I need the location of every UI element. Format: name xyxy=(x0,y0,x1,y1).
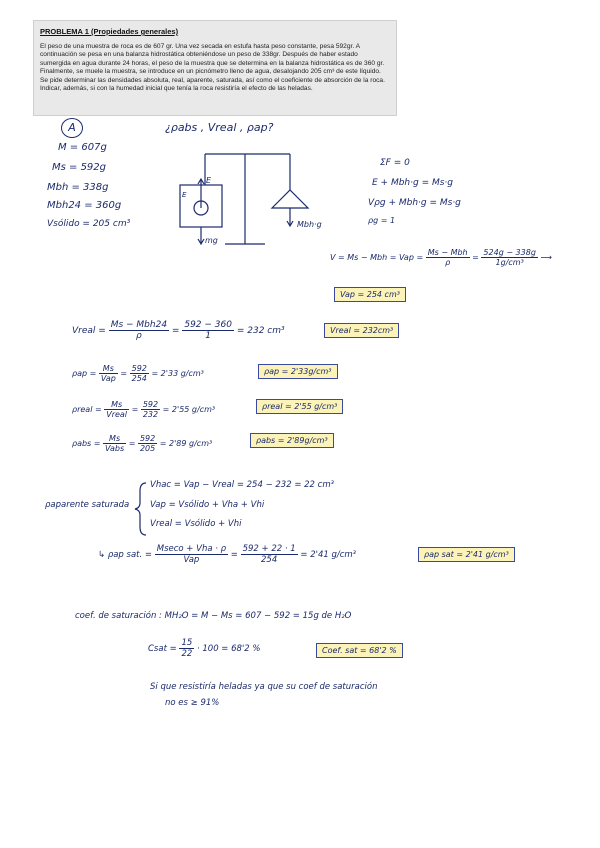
psat-box: ρap sat = 2'41 g/cm³ xyxy=(418,547,515,562)
vreal-frac-1 xyxy=(109,320,169,341)
vreal-box: Vreal = 232cm³ xyxy=(324,323,399,338)
pabs-frac-2 xyxy=(138,434,157,453)
vap-fraction-2 xyxy=(481,248,537,267)
diagram-mg: mg xyxy=(205,236,218,245)
vreal-frac-2 xyxy=(182,320,234,341)
problem-title: PROBLEMA 1 (Propiedades generales) xyxy=(40,27,179,36)
given-vsolido: Vsólido = 205 cm³ xyxy=(47,219,131,229)
vap-eq: = xyxy=(472,253,479,262)
preal-lhs: ρreal = xyxy=(72,405,102,414)
preal-frac-2 xyxy=(141,400,160,419)
pap-d1: Vap xyxy=(100,374,116,383)
diagram-mbhg: Mbh·g xyxy=(297,220,322,229)
vap-equation xyxy=(330,248,552,267)
pap-eq1: = xyxy=(120,369,128,378)
vap-den: ρ xyxy=(445,258,451,267)
diagram-e-label: E xyxy=(206,176,212,185)
psat-frac-2 xyxy=(241,544,298,565)
preal-d2: 232 xyxy=(142,410,159,419)
pabs-eq1: = xyxy=(128,439,136,448)
pabs-n1: Ms xyxy=(103,434,126,444)
pabs-d1: Vabs xyxy=(105,444,125,453)
vreal-n1: Ms − Mbh24 xyxy=(110,320,168,330)
psat-eq1: = xyxy=(230,550,238,560)
preal-frac-1 xyxy=(104,400,129,419)
circle-label: A xyxy=(61,118,83,138)
csat-equation xyxy=(148,638,260,659)
pap-frac-1 xyxy=(99,364,118,383)
vap-num-2: 524g − 338g xyxy=(483,248,536,257)
question: ¿ρabs , Vreal , ρap? xyxy=(165,121,274,134)
preal-rhs: = 2'55 g/cm³ xyxy=(162,405,216,414)
pabs-box: ρabs = 2'89g/cm³ xyxy=(250,433,334,448)
pap-lhs: ρap = xyxy=(72,369,97,378)
conclusion-2: no es ≥ 91% xyxy=(165,698,220,708)
vap-fraction xyxy=(426,248,470,267)
preal-box: ρreal = 2'55 g/cm³ xyxy=(256,399,343,414)
given-mbh24: Mbh24 = 360g xyxy=(47,200,122,211)
vreal-rhs: = 232 cm³ xyxy=(236,326,285,336)
pap-d2: 254 xyxy=(131,374,147,383)
preal-n1: Ms xyxy=(104,400,129,410)
vap-num: Ms − Mbh xyxy=(427,248,468,257)
vap-den-2: 1g/cm³ xyxy=(495,258,524,267)
diagram-e-small: E xyxy=(182,191,187,199)
preal-n2: 592 xyxy=(142,400,159,409)
psat-d1: Vap xyxy=(183,555,200,565)
preal-equation xyxy=(72,400,215,419)
preal-eq1: = xyxy=(131,405,139,414)
vreal-d1: ρ xyxy=(136,331,142,341)
force-eq-3: Vρg + Mbh·g = Ms·g xyxy=(368,198,461,208)
coef-line: coef. de saturación : MH₂O = M − Ms = 607 − 592 = 15g de H₂O xyxy=(75,611,352,621)
pap-n2: 592 xyxy=(131,364,147,373)
pap-frac-2 xyxy=(130,364,149,383)
psat-frac-1 xyxy=(155,544,228,565)
csat-rhs: · 100 = 68'2 % xyxy=(196,644,261,654)
psat-equation xyxy=(98,544,356,565)
vap-box: Vap = 254 cm³ xyxy=(334,287,406,302)
vreal-n2: 592 − 360 xyxy=(184,320,232,330)
force-eq-1: ΣF = 0 xyxy=(380,158,410,168)
psat-rhs: = 2'41 g/cm³ xyxy=(300,550,357,560)
conclusion-1: Si que resistiría heladas ya que su coef de saturación xyxy=(150,682,378,692)
vreal-eq1: = xyxy=(171,326,180,336)
sat-line-3: Vreal = Vsólido + Vhi xyxy=(150,519,242,529)
sat-line-1: Vhac = Vap − Vreal = 254 − 232 = 22 cm³ xyxy=(150,480,335,490)
problem-text: El peso de una muestra de roca es de 607 gr. Una vez secada en estufa hasta peso constante, pesa 592gr. A continuación se pesa en una balanza hidrostática obteniéndose un peso de 338gr. Después de haber estado sumergida en agua durante 24 horas, el peso de la muestra que se determina en la balanza hidrostática es de 360 gr. Finalmente, se muele la muestra, se introduce en un picnómetro lleno de agua, desalojando 205 cm³ de este líquido. Se pide determinar las densidades absoluta, real, aparente, saturada, así como el coeficiente de absorción de la roca. Indicar, además, si con la humedad inicial que tenía la roca resistiría el efecto de las heladas. xyxy=(40,43,385,93)
vap-arrow: ⟶ xyxy=(540,253,552,262)
pap-equation xyxy=(72,364,204,383)
pap-box: ρap = 2'33g/cm³ xyxy=(258,364,338,379)
given-m: M = 607g xyxy=(58,142,107,153)
given-mbh: Mbh = 338g xyxy=(47,182,109,193)
pabs-lhs: ρabs = xyxy=(72,439,101,448)
pabs-frac-1 xyxy=(103,434,126,453)
psat-d2: 254 xyxy=(261,555,278,565)
csat-n: 15 xyxy=(181,638,193,648)
sat-line-2: Vap = Vsólido + Vha + Vhi xyxy=(150,500,265,510)
pabs-equation xyxy=(72,434,212,453)
pabs-n2: 592 xyxy=(139,434,156,443)
force-eq-2: E + Mbh·g = Ms·g xyxy=(372,178,453,188)
pap-rhs: = 2'33 g/cm³ xyxy=(151,369,204,378)
psat-n2: 592 + 22 · 1 xyxy=(242,544,296,554)
csat-box: Coef. sat = 68'2 % xyxy=(316,643,403,658)
vreal-d2: 1 xyxy=(205,331,212,341)
csat-frac xyxy=(179,638,194,659)
given-ms: Ms = 592g xyxy=(52,162,107,173)
force-eq-4: ρg = 1 xyxy=(368,216,396,225)
csat-lhs: Csat = xyxy=(148,644,177,654)
sat-label: ρaparente saturada xyxy=(45,500,130,510)
pabs-rhs: = 2'89 g/cm³ xyxy=(159,439,213,448)
pabs-d2: 205 xyxy=(139,444,156,453)
pap-n1: Ms xyxy=(99,364,118,374)
vreal-equation xyxy=(72,320,285,341)
preal-d1: Vreal xyxy=(106,410,128,419)
psat-n1: Mseco + Vha · ρ xyxy=(156,544,227,554)
csat-d: 22 xyxy=(181,649,193,659)
psat-lhs: ↳ ρap sat. = xyxy=(98,550,153,560)
vreal-lhs: Vreal = xyxy=(72,326,106,336)
vap-line: V = Ms − Mbh = Vap = xyxy=(330,253,424,262)
